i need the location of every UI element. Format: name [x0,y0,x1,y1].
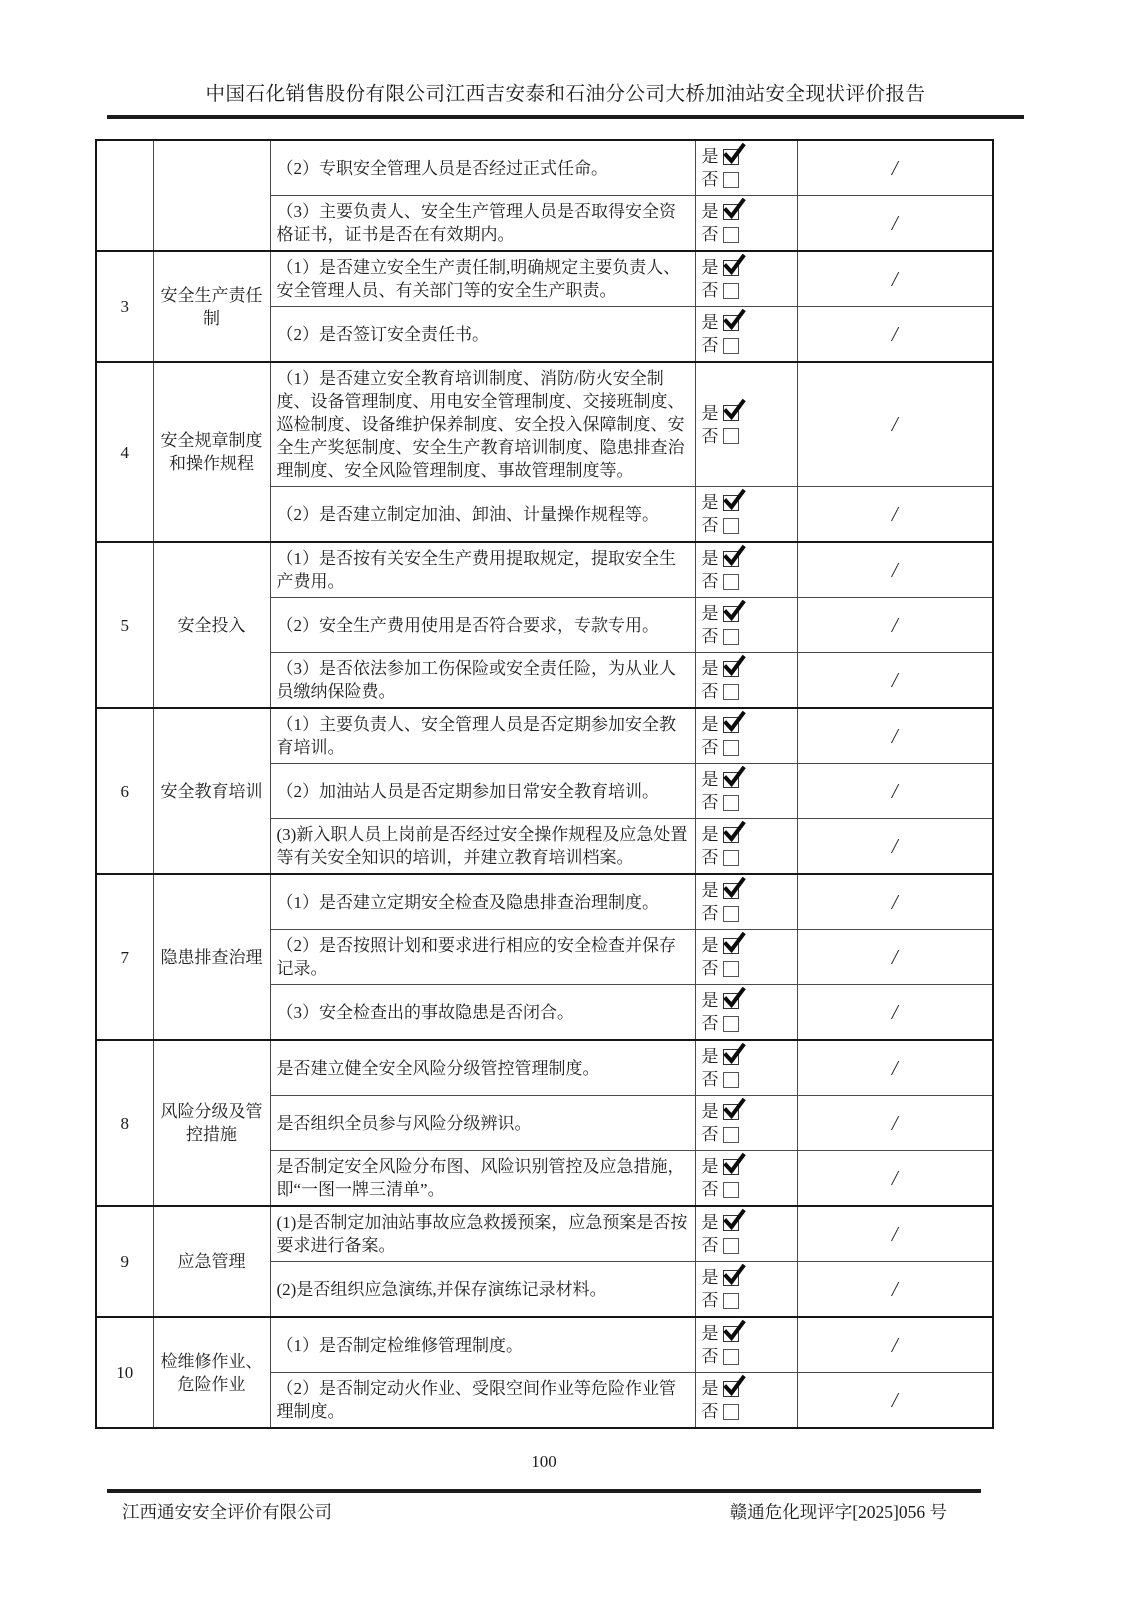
yes-label: 是 [701,1379,719,1398]
no-checkbox [723,1349,739,1365]
no-label: 否 [701,848,719,867]
remark-slash: / [797,930,993,985]
no-checkbox [723,172,739,188]
no-checkbox [723,1072,739,1088]
remark-slash: / [797,653,993,709]
no-label: 否 [701,1125,719,1144]
remark-slash: / [797,362,993,487]
item-text: （2）加油站人员是否定期参加日常安全教育培训。 [270,764,695,819]
no-label: 否 [701,336,719,355]
row-number: 6 [96,708,153,874]
no-line [702,1400,791,1423]
no-checkbox [723,1238,739,1254]
item-text: （2）专职安全管理人员是否经过正式任命。 [270,140,695,196]
yes-label: 是 [701,1102,719,1121]
footer-doc-number: 赣通危化现评字[2025]056 号 [729,1502,947,1522]
yes-line [702,823,791,846]
no-line [702,736,791,759]
no-checkbox [723,740,739,756]
no-checkbox [723,795,739,811]
yes-label: 是 [701,1157,719,1176]
yes-checkbox [723,1381,739,1397]
yes-checkbox [723,717,739,733]
yes-line [702,1100,791,1123]
no-label: 否 [701,426,719,446]
yes-checkbox [723,993,739,1009]
no-line [702,846,791,869]
yes-checkbox [723,1215,739,1231]
yes-no-cell [695,1206,797,1262]
yes-label: 是 [701,936,719,955]
remark-slash: / [797,1317,993,1373]
remark-slash: / [797,487,993,543]
remark-slash: / [797,542,993,598]
yes-line [702,657,791,680]
remark-slash: / [797,708,993,764]
footer-company: 江西通安安全评价有限公司 [122,1502,332,1522]
yes-no-cell [695,1096,797,1151]
page-footer [107,1499,981,1524]
row-number: 3 [96,251,153,362]
no-label: 否 [701,1347,719,1366]
checklist-row [96,1317,993,1373]
yes-line [702,1045,791,1068]
yes-no-cell [695,1317,797,1373]
remark-slash: / [797,1040,993,1096]
yes-no-cell [695,819,797,875]
category-cell [153,140,270,251]
yes-line [702,491,791,514]
yes-no-cell [695,1151,797,1207]
checklist-table-wrap [95,139,1131,1429]
page-header [107,0,1024,119]
no-checkbox [723,518,739,534]
no-checkbox [723,574,739,590]
no-label: 否 [701,1236,719,1255]
no-checkbox [723,906,739,922]
item-text: 是否建立健全安全风险分级管控管理制度。 [270,1040,695,1096]
no-label: 否 [701,959,719,978]
category-cell: 应急管理 [153,1206,270,1317]
no-checkbox [723,1293,739,1309]
yes-checkbox [723,661,739,677]
item-text: （2）是否制定动火作业、受限空间作业等危险作业管理制度。 [270,1373,695,1429]
page-number: 100 [531,1452,557,1471]
remark-slash: / [797,1096,993,1151]
no-line [702,514,791,537]
row-number: 9 [96,1206,153,1317]
yes-label: 是 [701,659,719,678]
yes-no-cell [695,487,797,543]
item-text: （1）是否制定检维修管理制度。 [270,1317,695,1373]
yes-label: 是 [701,403,719,423]
item-text: （2）安全生产费用使用是否符合要求，专款专用。 [270,598,695,653]
category-cell: 安全教育培训 [153,708,270,874]
yes-no-cell [695,598,797,653]
no-label: 否 [701,1180,719,1199]
no-label: 否 [701,1402,719,1421]
yes-line [702,934,791,957]
yes-checkbox [723,772,739,788]
item-text: （1）主要负责人、安全管理人员是否定期参加安全教育培训。 [270,708,695,764]
no-line [702,625,791,648]
checklist-row [96,708,993,764]
yes-checkbox [723,1326,739,1342]
yes-checkbox [723,495,739,511]
yes-checkbox [723,204,739,220]
no-line [702,791,791,814]
remark-slash: / [797,1206,993,1262]
no-label: 否 [701,170,719,189]
yes-no-cell [695,307,797,363]
no-checkbox [723,629,739,645]
no-checkbox [723,283,739,299]
no-line [702,334,791,357]
checklist-row [96,140,993,196]
no-label: 否 [701,682,719,701]
yes-checkbox [723,827,739,843]
yes-no-cell [695,140,797,196]
no-checkbox [723,338,739,354]
no-checkbox [723,1404,739,1420]
item-text: （3）主要负责人、安全生产管理人员是否取得安全资格证书，证书是否在有效期内。 [270,196,695,252]
yes-no-cell [695,251,797,307]
yes-label: 是 [701,147,719,166]
yes-line [702,602,791,625]
yes-line [702,989,791,1012]
checklist-row [96,251,993,307]
yes-label: 是 [701,825,719,844]
no-line [702,1234,791,1257]
no-label: 否 [701,1291,719,1310]
item-text: (1)是否制定加油站事故应急救援预案，应急预案是否按要求进行备案。 [270,1206,695,1262]
yes-line [702,256,791,279]
item-text: （2）是否签订安全责任书。 [270,307,695,363]
remark-slash: / [797,1151,993,1207]
yes-label: 是 [701,770,719,789]
yes-no-cell [695,874,797,930]
yes-line [702,1377,791,1400]
no-line [702,902,791,925]
item-text: （3）安全检查出的事故隐患是否闭合。 [270,985,695,1041]
yes-line [702,145,791,168]
no-checkbox [723,850,739,866]
item-text: (2)是否组织应急演练,并保存演练记录材料。 [270,1262,695,1318]
remark-slash: / [797,598,993,653]
no-checkbox [723,1016,739,1032]
yes-label: 是 [701,493,719,512]
yes-label: 是 [701,313,719,332]
no-label: 否 [701,904,719,923]
no-line [702,168,791,191]
remark-slash: / [797,251,993,307]
yes-checkbox [723,1049,739,1065]
yes-label: 是 [701,604,719,623]
yes-no-cell [695,1373,797,1429]
category-cell: 安全规章制度和操作规程 [153,362,270,542]
row-number: 5 [96,542,153,708]
yes-checkbox [723,1159,739,1175]
no-line [702,1123,791,1146]
item-text: （1）是否建立安全教育培训制度、消防/防火安全制度、设备管理制度、用电安全管理制度、交接班制度、巡检制度、设备维护保养制度、安全投入保障制度、安全生产奖惩制度、安全生产教育培训制度、隐患排查治理制度、安全风险管理制度、事故管理制度等。 [270,362,695,487]
yes-line [702,402,791,425]
category-cell: 安全投入 [153,542,270,708]
category-cell: 检维修作业、危险作业 [153,1317,270,1428]
category-cell: 隐患排查治理 [153,874,270,1040]
no-line [702,680,791,703]
item-text: 是否制定安全风险分布图、风险识别管控及应急措施，即“一图一牌三清单”。 [270,1151,695,1207]
yes-no-cell [695,764,797,819]
yes-line [702,311,791,334]
yes-line [702,768,791,791]
no-checkbox [723,961,739,977]
checklist-row [96,362,993,487]
yes-label: 是 [701,549,719,568]
no-checkbox [723,227,739,243]
yes-label: 是 [701,715,719,734]
yes-label: 是 [701,202,719,221]
row-number: 10 [96,1317,153,1428]
remark-slash: / [797,874,993,930]
header-rule [107,115,1024,119]
yes-checkbox [723,606,739,622]
yes-line [702,200,791,223]
yes-no-cell [695,653,797,709]
yes-label: 是 [701,881,719,900]
row-number: 4 [96,362,153,542]
item-text: （1）是否按有关安全生产费用提取规定，提取安全生产费用。 [270,542,695,598]
row-number: 7 [96,874,153,1040]
remark-slash: / [797,764,993,819]
yes-no-cell [695,196,797,252]
no-label: 否 [701,225,719,244]
yes-label: 是 [701,1213,719,1232]
no-label: 否 [701,1014,719,1033]
no-checkbox [723,428,739,444]
yes-no-cell [695,362,797,487]
yes-no-cell [695,985,797,1041]
item-text: (3)新入职人员上岗前是否经过安全操作规程及应急处置等有关安全知识的培训，并建立教育培训档案。 [270,819,695,875]
item-text: （1）是否建立定期安全检查及隐患排查治理制度。 [270,874,695,930]
no-line [702,1289,791,1312]
item-text: （2）是否按照计划和要求进行相应的安全检查并保存记录。 [270,930,695,985]
no-line [702,1068,791,1091]
yes-label: 是 [701,991,719,1010]
no-label: 否 [701,793,719,812]
no-checkbox [723,1127,739,1143]
yes-checkbox [723,405,739,421]
yes-line [702,1322,791,1345]
remark-slash: / [797,196,993,252]
row-number: 8 [96,1040,153,1206]
yes-line [702,1155,791,1178]
no-line [702,425,791,448]
yes-label: 是 [701,1324,719,1343]
no-label: 否 [701,1070,719,1089]
yes-label: 是 [701,1268,719,1287]
yes-checkbox [723,938,739,954]
category-cell: 安全生产责任制 [153,251,270,362]
footer-rule [107,1489,981,1493]
no-line [702,279,791,302]
no-line [702,223,791,246]
report-title: 中国石化销售股份有限公司江西吉安泰和石油分公司大桥加油站安全现状评价报告 [205,84,926,105]
checklist-row [96,1040,993,1096]
no-line [702,1178,791,1201]
category-cell: 风险分级及管控措施 [153,1040,270,1206]
remark-slash: / [797,1373,993,1429]
yes-checkbox [723,315,739,331]
item-text: （1）是否建立安全生产责任制,明确规定主要负责人、安全管理人员、有关部门等的安全生产职责。 [270,251,695,307]
no-line [702,957,791,980]
no-line [702,570,791,593]
no-label: 否 [701,281,719,300]
yes-no-cell [695,542,797,598]
yes-line [702,713,791,736]
safety-checklist-table [95,139,994,1429]
no-checkbox [723,684,739,700]
yes-line [702,1266,791,1289]
yes-no-cell [695,930,797,985]
yes-line [702,879,791,902]
checklist-row [96,1206,993,1262]
no-line [702,1012,791,1035]
yes-no-cell [695,1262,797,1318]
checklist-row [96,874,993,930]
no-label: 否 [701,516,719,535]
no-label: 否 [701,572,719,591]
yes-line [702,547,791,570]
yes-label: 是 [701,1047,719,1066]
remark-slash: / [797,985,993,1041]
remark-slash: / [797,1262,993,1318]
no-label: 否 [701,627,719,646]
remark-slash: / [797,819,993,875]
item-text: （3）是否依法参加工伤保险或安全责任险，为从业人员缴纳保险费。 [270,653,695,709]
remark-slash: / [797,307,993,363]
yes-checkbox [723,551,739,567]
yes-no-cell [695,708,797,764]
no-label: 否 [701,738,719,757]
item-text: 是否组织全员参与风险分级辨识。 [270,1096,695,1151]
no-checkbox [723,1182,739,1198]
item-text: （2）是否建立制定加油、卸油、计量操作规程等。 [270,487,695,543]
no-line [702,1345,791,1368]
yes-no-cell [695,1040,797,1096]
row-number [96,140,153,251]
yes-checkbox [723,1270,739,1286]
checklist-row [96,542,993,598]
yes-checkbox [723,1104,739,1120]
yes-checkbox [723,883,739,899]
yes-label: 是 [701,258,719,277]
yes-line [702,1211,791,1234]
yes-checkbox [723,260,739,276]
remark-slash: / [797,140,993,196]
yes-checkbox [723,149,739,165]
